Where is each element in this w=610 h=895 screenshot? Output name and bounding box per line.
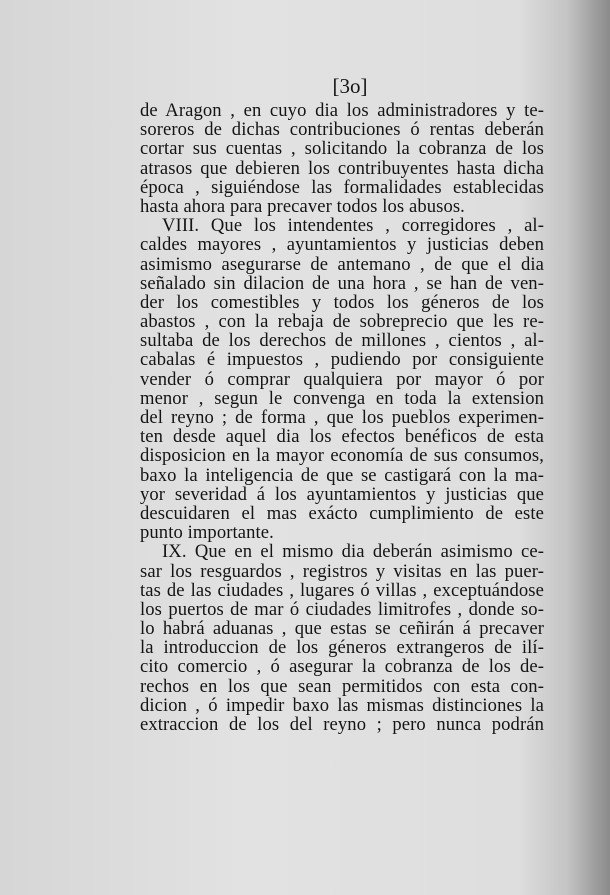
text-line: de Aragon , en cuyo dia los administradores y te-: [140, 100, 544, 121]
text-line: cortar sus cuentas , solicitando la cobranza de los: [140, 138, 544, 160]
text-line: disposicion en la mayor economía de sus consumos,: [140, 445, 544, 467]
text-line: baxo la inteligencia de que se castigará con la ma-: [140, 464, 544, 486]
page-number: [3o]: [332, 74, 368, 98]
text-line: extraccion de los del reyno ; pero nunca podrán: [140, 714, 544, 735]
text-line: hasta ahora para precaver todos los abusos.: [140, 195, 465, 217]
body-text: [140, 101, 544, 734]
text-line: caldes mayores , ayuntamientos y justicias deben: [140, 234, 544, 256]
text-line: vender ó comprar qualquiera por mayor ó por: [140, 368, 544, 390]
text-line: del reyno ; de forma , que los pueblos experimen-: [140, 407, 544, 428]
text-line: cito comercio , ó asegurar la cobranza de los de-: [140, 656, 544, 678]
text-line: atrasos que debieren los contribuyentes hasta dicha: [140, 157, 544, 179]
text-line: punto importante.: [140, 522, 274, 544]
text-line: soreros de dichas contribuciones ó rentas deberán: [140, 119, 544, 141]
text-line: lo habrá aduanas , que estas se ceñirán á precaver: [140, 618, 544, 640]
text-line: der los comestibles y todos los géneros de los: [140, 291, 544, 313]
text-line: sultaba de los derechos de millones , cientos , al-: [140, 330, 544, 352]
text-line: abastos , con la rebaja de sobreprecio que les re-: [140, 311, 544, 333]
text-line: sar los resguardos , registros y visitas en las puer-: [140, 560, 544, 582]
text-line: señalado sin dilacion de una hora , se han de ven-: [140, 272, 544, 294]
text-line: la introduccion de los géneros extrangeros de ilí-: [140, 637, 544, 659]
text-line: los puertos de mar ó ciudades limitrofes , donde so-: [140, 598, 544, 620]
text-line: dicion , ó impedir baxo las mismas distinciones la: [140, 694, 544, 716]
text-line: tas de las ciudades , lugares ó villas , exceptuándose: [140, 579, 544, 601]
text-line: yor severidad á los ayuntamientos y justicias que: [140, 483, 544, 505]
text-line: rechos en los que sean permitidos con esta con-: [140, 675, 544, 697]
text-line: época , siguiéndose las formalidades establecidas: [140, 176, 544, 198]
text-line: asimismo asegurarse de antemano , de que el dia: [140, 253, 544, 275]
text-line: menor , segun le convenga en toda la extension: [140, 387, 544, 409]
text-line: ten desde aquel dia los efectos benéficos de esta: [140, 426, 544, 448]
text-line: cabalas é impuestos , pudiendo por consiguiente: [140, 349, 544, 371]
text-line: descuidaren el mas exácto cumplimiento de este: [140, 502, 544, 524]
text-line: IX. Que en el mismo dia deberán asimismo ce-: [162, 541, 544, 563]
text-line: VIII. Que los intendentes , corregidores , al-: [162, 215, 544, 237]
